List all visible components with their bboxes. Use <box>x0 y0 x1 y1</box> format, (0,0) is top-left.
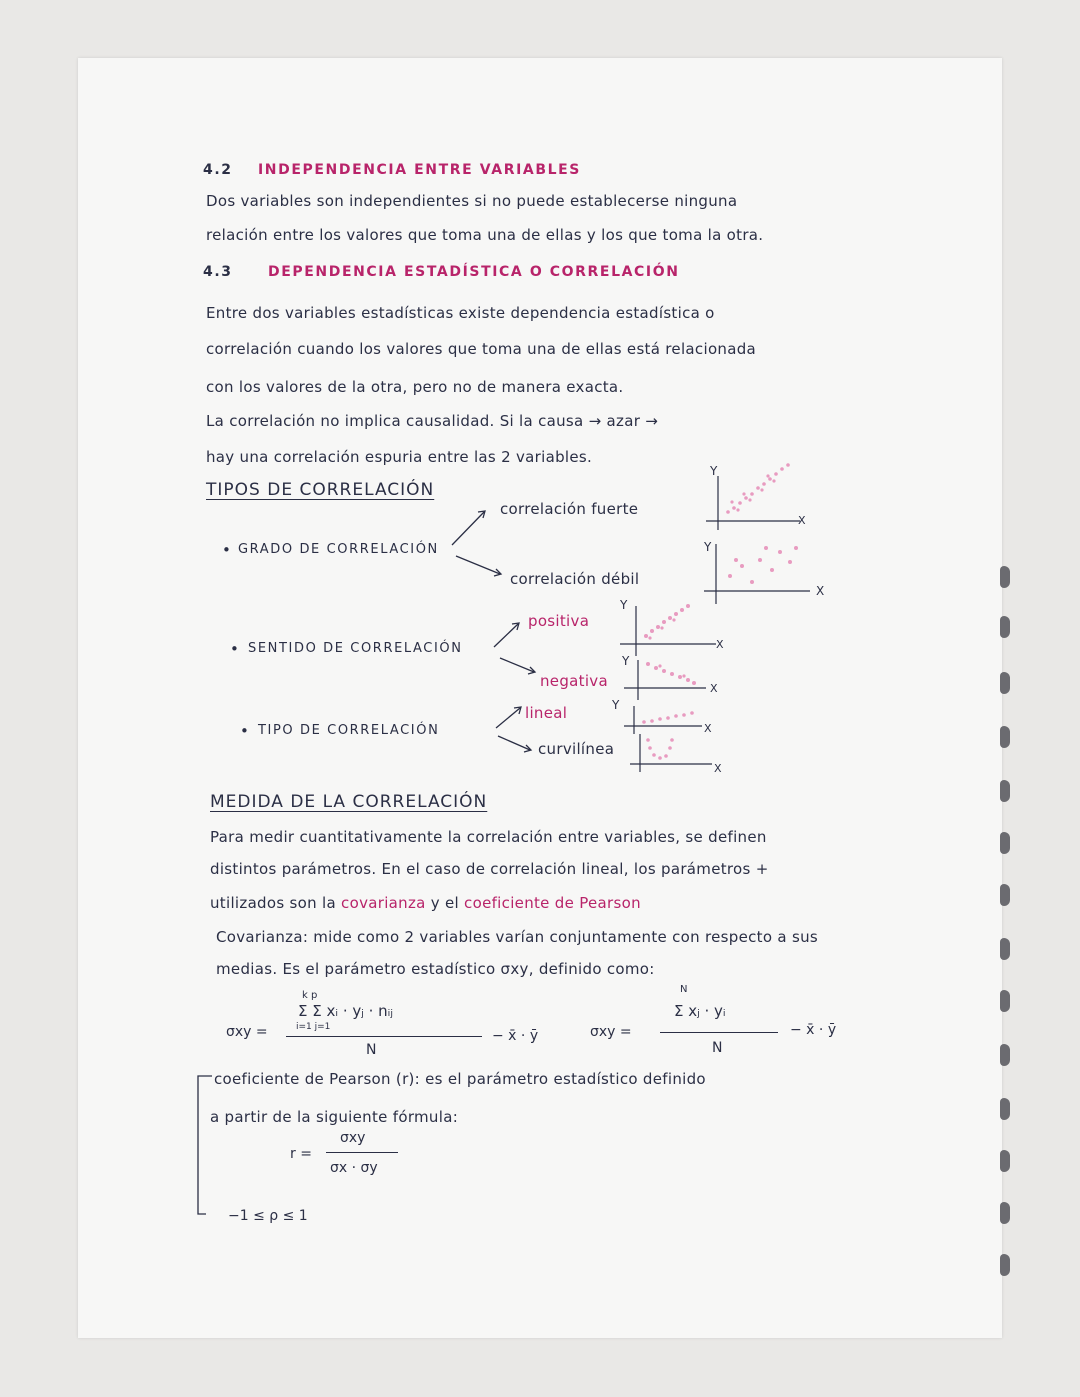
pearson-line1: coeficiente de Pearson (r): es el parámetro estadístico definido <box>214 1070 706 1088</box>
heading-4-3-title: DEPENDENCIA ESTADÍSTICA O CORRELACIÓN <box>268 264 680 280</box>
arrows-sentido <box>494 623 535 674</box>
plot4-y-label: Y <box>622 654 630 668</box>
pearson-line2: a partir de la siguiente fórmula: <box>210 1108 459 1126</box>
label-fuerte: correlación fuerte <box>500 500 639 518</box>
plot4-x-label: X <box>710 682 718 695</box>
label-positiva: positiva <box>528 612 590 630</box>
plot-debil <box>704 544 810 604</box>
arrows-tipo <box>496 707 531 752</box>
medida-line3-covarianza: covarianza <box>341 894 426 912</box>
plot-curvilinea-dots <box>646 738 674 760</box>
medida-line3 <box>210 894 641 912</box>
medida-line2: distintos parámetros. En el caso de correlación lineal, los parámetros + <box>210 860 769 878</box>
formula2-denominator: N <box>712 1040 723 1056</box>
plot-negativa-dots <box>646 662 696 685</box>
medida-title: MEDIDA DE LA CORRELACIÓN <box>210 792 488 812</box>
heading-4-3-number: 4.3 <box>203 264 233 280</box>
pearson-r-lhs: r = <box>290 1146 312 1162</box>
pearson-r-numerator: σxy <box>340 1130 366 1146</box>
text-4-3-line5: hay una correlación espuria entre las 2 variables. <box>206 448 593 466</box>
text-4-3-line3: con los valores de la otra, pero no de manera exacta. <box>206 378 624 396</box>
plot-lineal <box>624 706 702 734</box>
text-4-3-line1: Entre dos variables estadísticas existe dependencia estadística o <box>206 304 715 322</box>
plot2-x-label: X <box>816 584 825 598</box>
formula2-tail: − x̄ · ȳ <box>790 1022 837 1038</box>
label-grado: GRADO DE CORRELACIÓN <box>238 542 439 557</box>
medida-line3-b: y el <box>430 894 459 912</box>
label-debil: correlación débil <box>510 570 640 588</box>
label-curvilinea: curvilínea <box>538 740 615 758</box>
pearson-fraction-bar <box>326 1152 398 1153</box>
bullet-grado: • <box>222 541 232 559</box>
plot5-y-label: Y <box>612 698 620 712</box>
bullet-sentido: • <box>230 640 240 658</box>
label-sentido: SENTIDO DE CORRELACIÓN <box>248 641 463 656</box>
heading-4-2-title: INDEPENDENCIA ENTRE VARIABLES <box>258 162 581 178</box>
label-tipo: TIPO DE CORRELACIÓN <box>258 723 440 738</box>
plot-fuerte <box>706 476 800 530</box>
plot3-y-label: Y <box>620 598 628 612</box>
tipos-title: TIPOS DE CORRELACIÓN <box>206 480 435 500</box>
plot6-x-label: X <box>714 762 722 775</box>
formula1-sum-top: k p <box>302 990 318 1001</box>
medida-line3-a: utilizados son la <box>210 894 336 912</box>
heading-4-2-number: 4.2 <box>203 162 233 178</box>
formula1-numerator: Σ Σ xᵢ · yⱼ · nᵢⱼ <box>298 1002 393 1020</box>
plot-positiva-dots <box>644 604 690 640</box>
covarianza-line2: medias. Es el parámetro estadístico σxy, definido como: <box>216 960 655 978</box>
plot-debil-dots <box>728 546 798 584</box>
formula2-numerator: Σ xⱼ · yᵢ <box>674 1002 726 1020</box>
bullet-tipo: • <box>240 722 250 740</box>
formula1-tail: − x̄ · ȳ <box>492 1028 539 1044</box>
arrows-grado <box>452 511 501 576</box>
text-4-2-line1: Dos variables son independientes si no puede establecerse ninguna <box>206 192 738 210</box>
plot-fuerte-dots <box>726 463 790 514</box>
pearson-r-denominator: σx · σy <box>330 1160 378 1176</box>
plot1-x-label: X <box>798 514 806 527</box>
plot-negativa <box>624 660 706 700</box>
pearson-bracket <box>198 1076 212 1214</box>
medida-line3-pearson: coeficiente de Pearson <box>464 894 641 912</box>
pearson-range: −1 ≤ ρ ≤ 1 <box>228 1208 308 1224</box>
formula1-sum-bottom: i=1 j=1 <box>296 1022 331 1032</box>
text-4-2-line2: relación entre los valores que toma una de ellas y los que toma la otra. <box>206 226 764 244</box>
formula1-fraction-bar <box>286 1036 482 1037</box>
label-lineal: lineal <box>525 704 568 722</box>
formula2-sum-top: N <box>680 984 688 995</box>
plot-lineal-dots <box>642 711 694 724</box>
formula1-denominator: N <box>366 1042 377 1058</box>
formula2-lhs: σxy = <box>590 1024 632 1040</box>
formula2-fraction-bar <box>660 1032 778 1033</box>
plot3-x-label: X <box>716 638 724 651</box>
plot5-x-label: X <box>704 722 712 735</box>
plot2-y-label: Y <box>704 540 712 554</box>
formula1-lhs: σxy = <box>226 1024 268 1040</box>
covarianza-line1: Covarianza: mide como 2 variables varían conjuntamente con respecto a sus <box>216 928 819 946</box>
label-negativa: negativa <box>540 672 608 690</box>
medida-line1: Para medir cuantitativamente la correlación entre variables, se definen <box>210 828 767 846</box>
plot-positiva <box>620 606 716 656</box>
text-4-3-line2: correlación cuando los valores que toma una de ellas está relacionada <box>206 340 757 358</box>
text-4-3-line4: La correlación no implica causalidad. Si la causa → azar → <box>206 412 659 430</box>
plot1-y-label: Y <box>710 464 718 478</box>
